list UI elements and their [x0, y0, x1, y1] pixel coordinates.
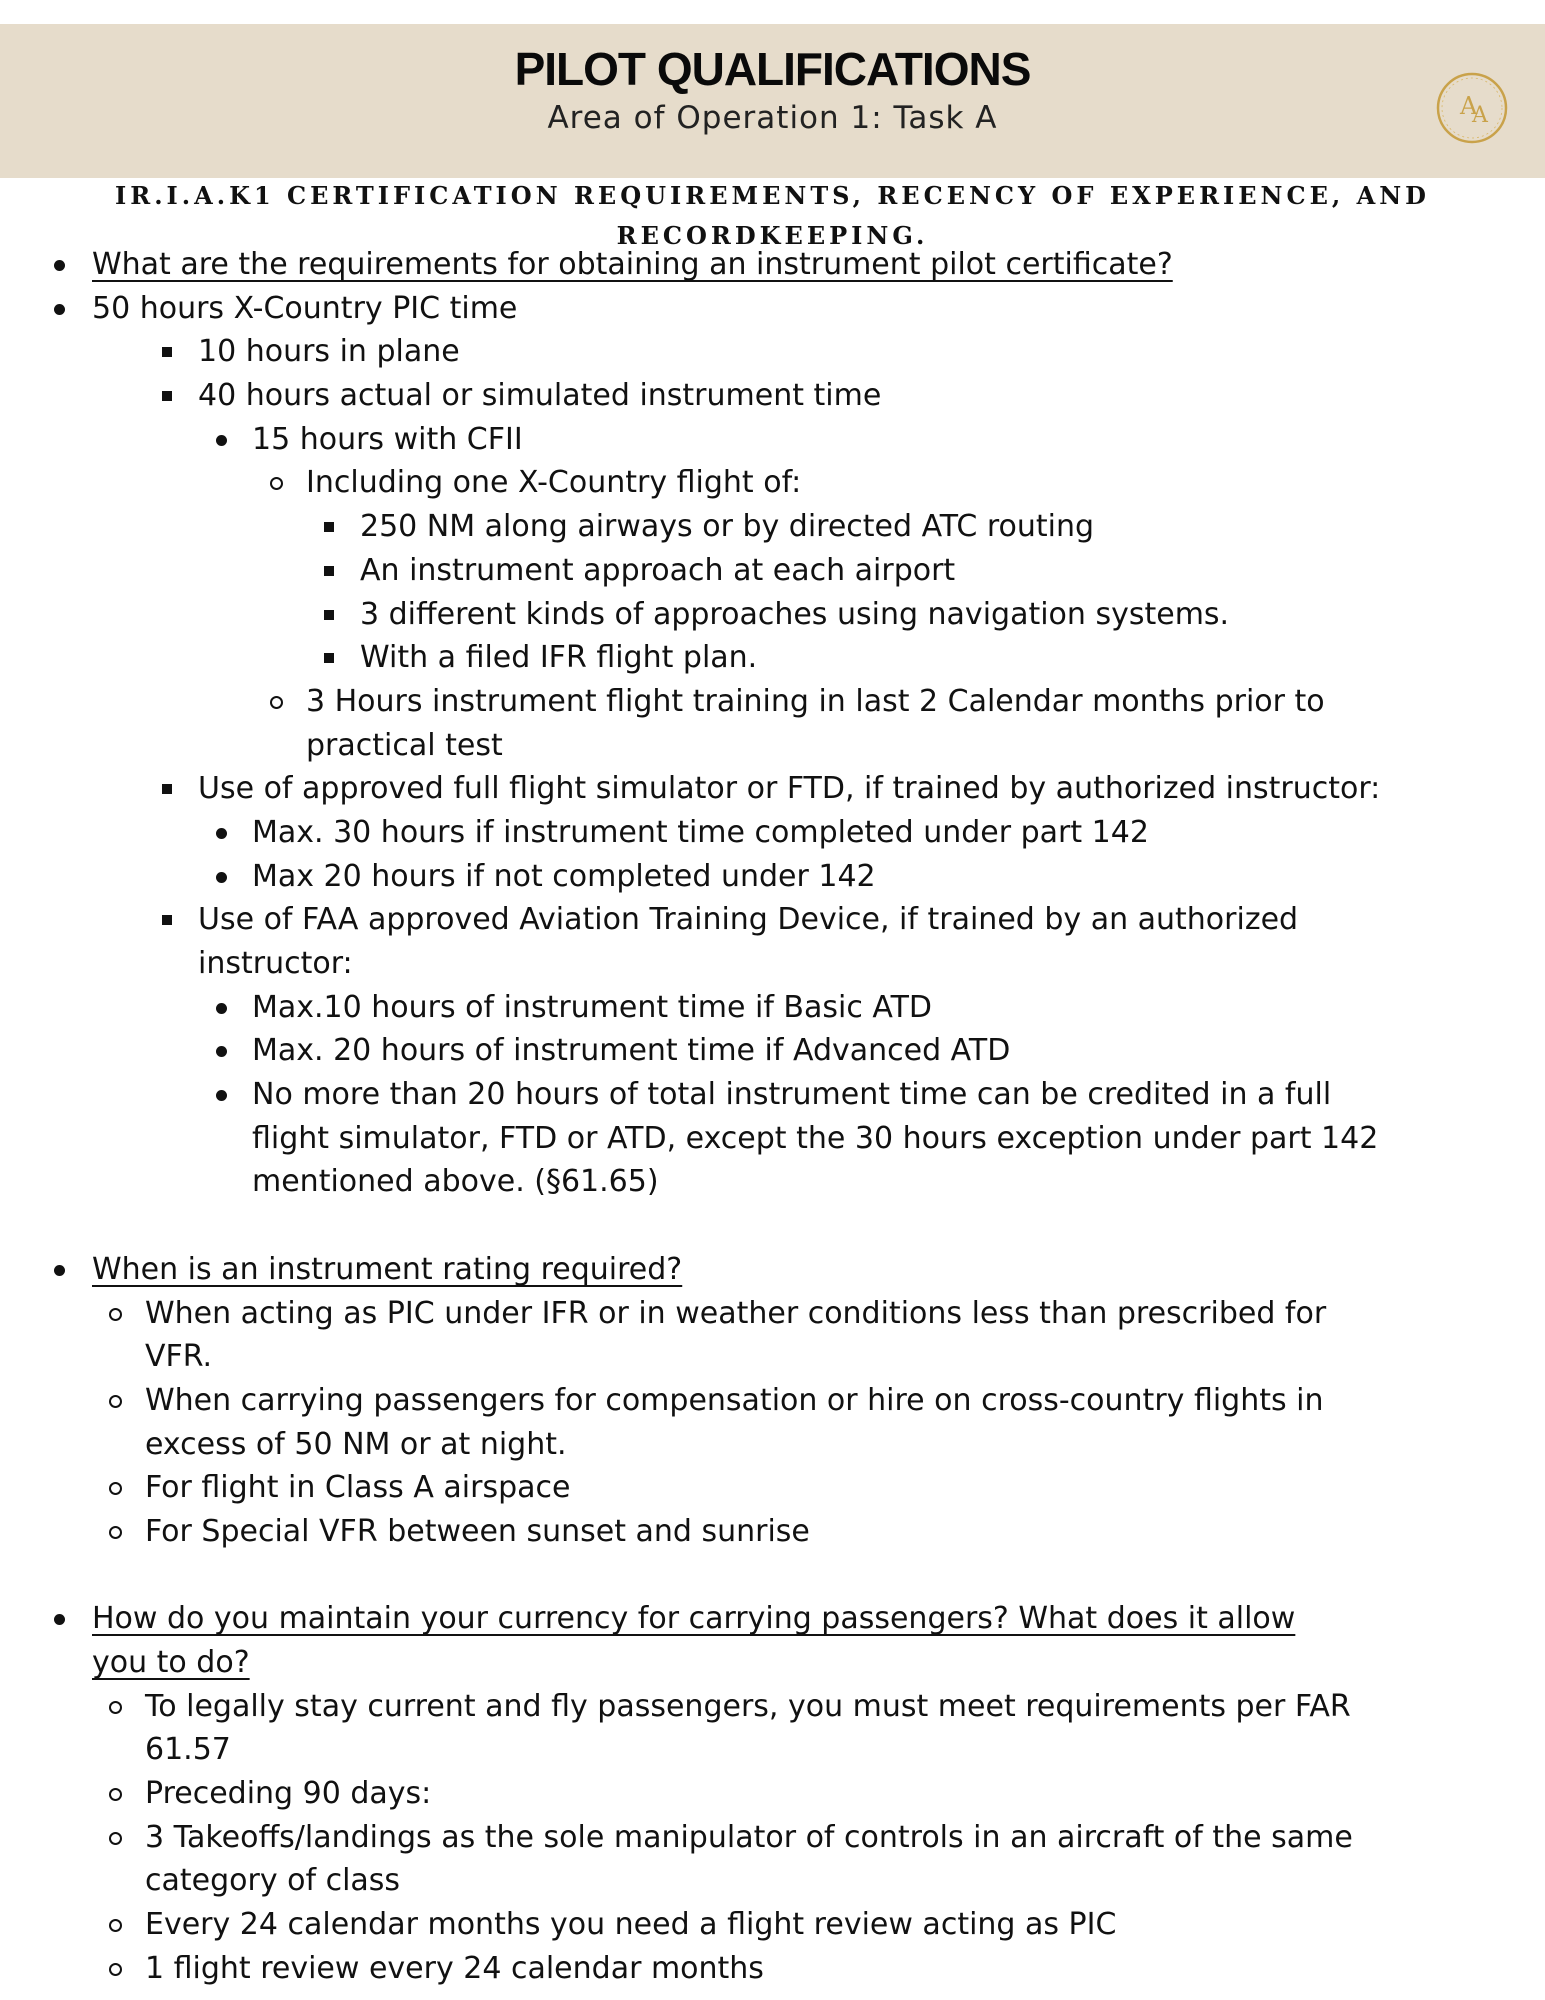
list-item-text: VFR.: [145, 1339, 213, 1375]
bullet-circle-icon: [109, 1685, 129, 1729]
list-item: [0, 287, 1545, 331]
list-item: [0, 1160, 1545, 1204]
question-text: How do you maintain your currency for carrying passengers? What does it allow: [92, 1601, 1296, 1637]
svg-text:A: A: [1472, 103, 1488, 128]
list-item: [0, 1117, 1545, 1161]
list-item-text: 3 Hours instrument flight training in last 2 Calendar months prior to: [306, 683, 1325, 719]
list-item: [0, 549, 1545, 593]
page-title: PILOT QUALIFICATIONS: [514, 43, 1031, 95]
list-item: [0, 418, 1545, 462]
AA-monogram-icon: [1432, 68, 1512, 148]
bullet-circle-icon: [109, 1466, 129, 1510]
spacer-row: [0, 1554, 1545, 1598]
question-text: When is an instrument rating required?: [92, 1251, 683, 1287]
bullet-disc-icon: [54, 287, 74, 331]
list-item: [0, 330, 1545, 374]
section-title-line-2: RECORDKEEPING.: [616, 221, 929, 250]
list-item-text: No more than 20 hours of total instrument time can be credited in a full: [252, 1077, 1332, 1113]
list-item: [0, 1859, 1545, 1903]
list-item: [0, 243, 1545, 287]
list-item: [0, 1292, 1545, 1336]
list-item: [0, 505, 1545, 549]
list-item-text: instructor:: [198, 946, 353, 981]
list-item-text: Including one X-Country flight of:: [306, 465, 802, 501]
bullet-circle-icon: [109, 1379, 129, 1423]
list-item-text: Max. 20 hours of instrument time if Advanced ATD: [252, 1033, 1011, 1069]
list-item: [0, 1335, 1545, 1379]
question-text: you to do?: [92, 1645, 250, 1680]
list-item-text: 61.57: [145, 1732, 231, 1768]
bullet-circle-icon: [109, 1510, 129, 1554]
list-item: [0, 898, 1545, 942]
bullet-square-icon: [162, 330, 182, 374]
list-item-text: 40 hours actual or simulated instrument time: [198, 378, 882, 414]
bullet-disc-icon: [216, 986, 236, 1030]
bullet-disc-icon: [54, 1248, 74, 1292]
list-item: [0, 986, 1545, 1030]
bullet-square-icon: [324, 505, 344, 549]
list-item: [0, 942, 1545, 986]
page-subtitle: Area of Operation 1: Task A: [547, 100, 998, 136]
list-item-text: Use of FAA approved Aviation Training Device, if trained by an authorized: [198, 902, 1299, 938]
bullet-disc-icon: [216, 1073, 236, 1117]
list-item-text: 3 Takeoffs/landings as the sole manipulator of controls in an aircraft of the same: [145, 1819, 1353, 1855]
bullet-disc-icon: [216, 811, 236, 855]
list-item: [0, 1423, 1545, 1467]
list-item-text: 250 NM along airways or by directed ATC routing: [360, 509, 1095, 545]
spacer-row: [0, 1204, 1545, 1248]
list-item-text: Preceding 90 days:: [145, 1776, 432, 1812]
list-item-text: Max 20 hours if not completed under 142: [252, 858, 876, 894]
list-item: [0, 636, 1545, 680]
svg-text:A: A: [1460, 92, 1478, 120]
list-item-text: For Special VFR between sunset and sunrise: [145, 1513, 810, 1549]
list-item: [0, 724, 1545, 768]
list-item-text: Max. 30 hours if instrument time completed under part 142: [252, 814, 1149, 850]
list-item-text: Use of approved full flight simulator or FTD, if trained by authorized instructor:: [198, 771, 1381, 807]
list-item: [0, 1029, 1545, 1073]
bullet-disc-icon: [216, 855, 236, 899]
bullet-square-icon: [324, 636, 344, 680]
section-title-line-1: IR.I.A.K1 CERTIFICATION REQUIREMENTS, RECENCY OF EXPERIENCE, AND: [115, 181, 1430, 210]
list-item: [0, 1685, 1545, 1729]
list-item: [0, 680, 1545, 724]
list-item: [0, 1947, 1545, 1991]
list-item-text: Every 24 calendar months you need a flight review acting as PIC: [145, 1907, 1117, 1943]
list-item: [0, 1903, 1545, 1947]
list-item: [0, 1772, 1545, 1816]
list-item-text: When acting as PIC under IFR or in weather conditions less than prescribed for: [145, 1295, 1327, 1331]
bullet-square-icon: [324, 593, 344, 637]
list-item: [0, 1816, 1545, 1860]
bullet-square-icon: [162, 767, 182, 811]
list-item-text: An instrument approach at each airport: [360, 552, 956, 588]
list-item: [0, 1597, 1545, 1641]
bullet-square-icon: [162, 898, 182, 942]
bullet-disc-icon: [216, 1029, 236, 1073]
bullet-square-icon: [324, 549, 344, 593]
list-item-text: To legally stay current and fly passengers, you must meet requirements per FAR: [145, 1688, 1351, 1724]
bullet-disc-icon: [54, 1597, 74, 1641]
list-item-text: 1 flight review every 24 calendar months: [145, 1950, 764, 1986]
list-item-text: mentioned above. (§61.65): [252, 1164, 659, 1200]
page-header: [0, 24, 1545, 178]
list-item-text: excess of 50 NM or at night.: [145, 1426, 567, 1462]
bullet-circle-icon: [109, 1903, 129, 1947]
bullet-circle-icon: [270, 680, 290, 724]
bullet-disc-icon: [54, 243, 74, 287]
list-item-text: 50 hours X-Country PIC time: [92, 290, 518, 326]
list-item: [0, 1248, 1545, 1292]
list-item-text: For flight in Class A airspace: [145, 1470, 571, 1506]
bullet-circle-icon: [109, 1772, 129, 1816]
list-item-text: Max.10 hours of instrument time if Basic ATD: [252, 989, 933, 1025]
bullet-circle-icon: [109, 1292, 129, 1336]
question-text: What are the requirements for obtaining an instrument pilot certificate?: [92, 247, 1173, 282]
list-item: [0, 1641, 1545, 1685]
bullet-circle-icon: [109, 1947, 129, 1991]
list-item: [0, 1466, 1545, 1510]
list-item-text: When carrying passengers for compensation or hire on cross-country flights in: [145, 1382, 1324, 1418]
list-item: [0, 811, 1545, 855]
list-item: [0, 1510, 1545, 1554]
list-item-text: 3 different kinds of approaches using navigation systems.: [360, 596, 1230, 632]
list-item: [0, 1073, 1545, 1117]
bullet-square-icon: [162, 374, 182, 418]
list-item: [0, 1379, 1545, 1423]
list-item-text: With a filed IFR flight plan.: [360, 640, 758, 676]
list-item: [0, 374, 1545, 418]
list-item-text: 10 hours in plane: [198, 334, 460, 370]
list-item-text: practical test: [306, 727, 503, 763]
bullet-circle-icon: [270, 461, 290, 505]
content-list: [0, 243, 1545, 1991]
list-item: [0, 855, 1545, 899]
bullet-disc-icon: [216, 418, 236, 462]
list-item: [0, 1728, 1545, 1772]
bullet-circle-icon: [109, 1816, 129, 1860]
list-item: [0, 461, 1545, 505]
list-item: [0, 593, 1545, 637]
list-item-text: category of class: [145, 1863, 401, 1899]
list-item-text: flight simulator, FTD or ATD, except the 30 hours exception under part 142: [252, 1120, 1379, 1156]
list-item: [0, 767, 1545, 811]
list-item-text: 15 hours with CFII: [252, 421, 523, 457]
